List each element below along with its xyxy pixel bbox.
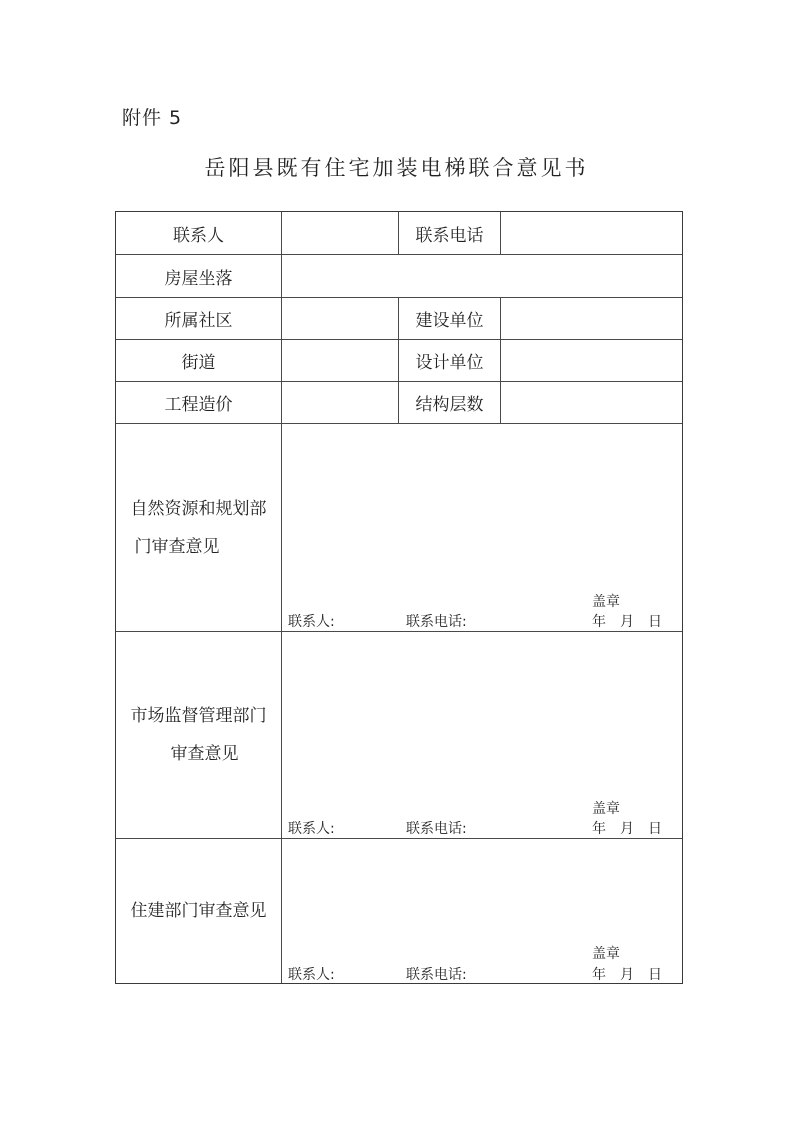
section-phone-label: 联系电话: — [406, 614, 467, 630]
section-label-line: 审查意见 — [170, 744, 239, 764]
label-structure-floors: 结构层数 — [415, 395, 484, 415]
label-construction-unit: 建设单位 — [415, 311, 484, 331]
value-community[interactable] — [282, 298, 398, 339]
label-street: 街道 — [181, 353, 216, 373]
section-label-housing — [116, 839, 281, 983]
value-construction-unit[interactable] — [501, 298, 682, 339]
page-title: 岳阳县既有住宅加装电梯联合意见书 — [204, 156, 589, 180]
value-contact-phone[interactable] — [501, 212, 682, 254]
section-label-line: 自然资源和规划部 — [130, 498, 267, 519]
section-contact-label: 联系人: — [288, 821, 335, 837]
label-community: 所属社区 — [164, 311, 233, 331]
section-label-line: 住建部门审查意见 — [130, 901, 267, 921]
section-label-market — [116, 632, 281, 838]
section-date-label: 年 月 日 — [592, 614, 662, 630]
section-seal-label: 盖章 — [592, 946, 620, 962]
section-label-line: 市场监督管理部门 — [130, 706, 267, 726]
label-contact-person: 联系人 — [173, 225, 224, 246]
attachment-label: 附件 5 — [122, 107, 183, 129]
section-phone-label: 联系电话: — [406, 821, 467, 837]
value-contact-person[interactable] — [282, 212, 398, 254]
value-project-cost[interactable] — [282, 382, 398, 423]
value-structure-floors[interactable] — [501, 382, 682, 423]
section-date-label: 年 月 日 — [592, 967, 662, 983]
section-contact-label: 联系人: — [288, 967, 335, 983]
section-seal-label: 盖章 — [592, 801, 620, 817]
section-date-label: 年 月 日 — [592, 821, 662, 837]
section-contact-label: 联系人: — [288, 614, 335, 630]
label-house-location: 房屋坐落 — [164, 268, 233, 289]
value-street[interactable] — [282, 340, 398, 381]
section-seal-label: 盖章 — [592, 594, 620, 610]
section-phone-label: 联系电话: — [406, 967, 467, 983]
label-design-unit: 设计单位 — [415, 353, 484, 373]
joint-opinion-form — [115, 211, 683, 984]
label-project-cost: 工程造价 — [164, 395, 233, 415]
value-house-location[interactable] — [282, 255, 682, 297]
section-label-line: 门审查意见 — [134, 536, 220, 557]
section-label-planning — [116, 424, 281, 631]
label-contact-phone: 联系电话 — [415, 225, 484, 246]
value-design-unit[interactable] — [501, 340, 682, 381]
